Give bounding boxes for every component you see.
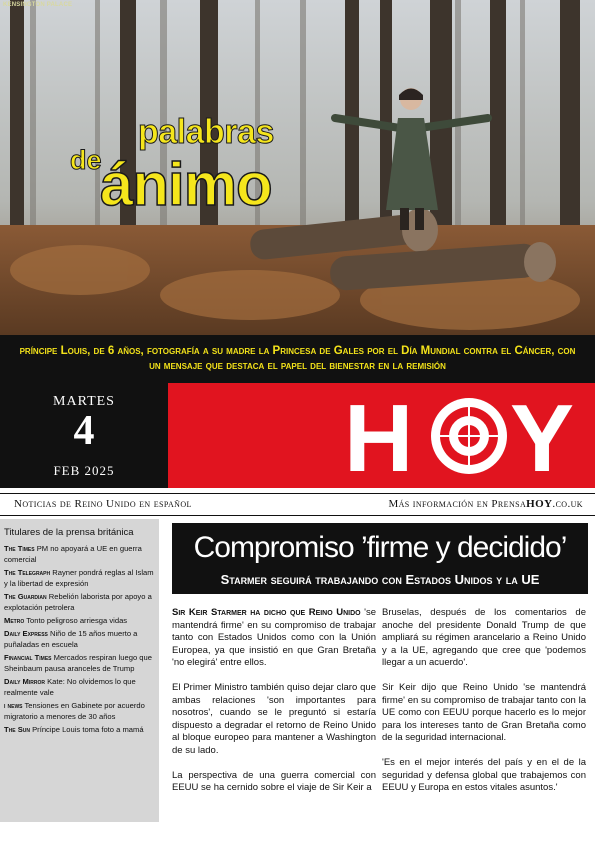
sidebar-text: Kate: No olvidemos lo que realmente vale [4,677,136,697]
sidebar-source: i news [4,701,23,710]
logo-letter-h: H [344,385,414,488]
photo-headline [70,115,310,225]
photo-headline-word-1: palabras [138,113,274,151]
sidebar-text: Mercados respiran luego que Sheinbaum pausa aranceles de Trump [4,653,152,673]
sidebar-title: Titulares de la prensa británica [4,527,134,538]
list-item [4,676,155,698]
sidebar-text: Rayner pondrá reglas al Islam y la libertad de expresión [4,568,154,588]
masthead-rule-bottom [0,515,595,516]
article-paragraph: 'Es en el mejor interés del país y en el de la seguridad y defensa global que trabajemos con EEUU y Europa en estos vitales asuntos.' [382,756,586,794]
tagline-right [388,498,583,510]
tagline-right-brand: HOY [526,498,553,510]
list-item [4,724,155,735]
list-item [4,591,155,613]
target-o-icon [431,398,507,474]
photo-headline-word-2: de [70,145,102,175]
sidebar-source: Daily Mirror [4,677,45,686]
sidebar-source: Financial Times [4,653,52,662]
sidebar-text: Niño de 15 años muerto a puñaladas en escuela [4,629,138,649]
article-lead: Sir Keir Starmer ha dicho que Reino Unido [172,607,361,618]
photo-headline-word-3: ánimo [100,151,272,218]
photo-caption: príncipe Louis, de 6 años, fotografía a su madre la Princesa de Gales por el Día Mundial contra el Cáncer, con un mensaje que destaca el papel del bienestar en la remisión [19,345,576,372]
article-column-1 [172,607,376,807]
sidebar-text: Príncipe Louis toma foto a mamá [32,725,144,734]
list-item [4,700,155,722]
article-subheadline: Starmer seguirá trabajando con Estados Unidos y la UE [220,572,540,587]
sidebar-text: Rebelión laborista por apoyo a explotación petrolera [4,592,152,612]
sidebar-text: Tonto peligroso arriesga vidas [26,616,128,625]
article-headline-box [172,523,588,594]
list-item [4,628,155,650]
caption-band [0,335,595,383]
list-item [4,543,155,565]
tagline-right-post: .co.uk [552,498,583,510]
sidebar-source: The Sun [4,725,30,734]
sidebar-list [4,543,155,737]
sidebar-source: The Telegraph [4,568,51,577]
article-paragraph: Sir Keir dijo que Reino Unido 'se mantendrá firme' en su compromiso de trabajar tanto con la UE como con EEUU porque hacerlo es lo mejor para los intereses tanto de Gran Bretaña como de la seguridad internacional. [382,681,586,744]
sidebar-source: The Guardian [4,592,47,601]
sidebar-source: The Times [4,544,35,553]
sidebar-text: Tensiones en Gabinete por acuerdo migratorio a menores de 30 años [4,701,145,721]
list-item [4,652,155,674]
sidebar-text: PM no apoyará a UE en guerra comercial [4,544,142,564]
date-day: MARTES [53,394,115,409]
article-paragraph: Bruselas, después de los comentarios de anoche del presidente Donald Trump de que ampliará su régimen arancelario a Reino Unido y a la UE, agregando que cree que 'podemos llegar a un acuerdo'. [382,607,586,669]
photo-credit: KENSINGTON PALACE [3,2,73,8]
date-number: 4 [73,408,95,454]
article-paragraph: El Primer Ministro también quiso dejar claro que ambas relaciones 'son importantes para nosotros', cuando se le preguntó si estaría dispuesto a degradar el retorno de Reino Unido al bloque europeo para mantener a Washington de su lado. [172,681,376,756]
date-block [0,383,168,488]
logo-block [168,383,595,488]
article-text: 'se mantendrá firme' en su compromiso de trabajar tanto con Estados Unidos como con la Unión Europea, ya que insistió en que Gran Bretaña 'no elegirá' entre ellos. [172,607,376,669]
list-item [4,615,155,626]
tagline-left: Noticias de Reino Unido en español [14,498,192,510]
press-headlines-sidebar [0,519,159,822]
logo-letter-y: Y [510,385,575,488]
article-paragraph [172,607,376,670]
hero-photo [0,0,595,335]
sidebar-source: Daily Express [4,629,48,638]
hoy-logo [168,383,595,488]
article-column-2 [382,607,586,807]
masthead-rule-top [0,493,595,494]
article-paragraph: La perspectiva de una guerra comercial con EEUU se ha cernido sobre el viaje de Sir Keir a [172,769,376,794]
date-month-year: FEB 2025 [53,463,115,478]
sidebar-source: Metro [4,616,25,625]
article-headline: Compromiso ’firme y decidido’ [193,531,567,564]
list-item [4,567,155,589]
tagline-right-pre: Más información en Prensa [388,498,527,510]
